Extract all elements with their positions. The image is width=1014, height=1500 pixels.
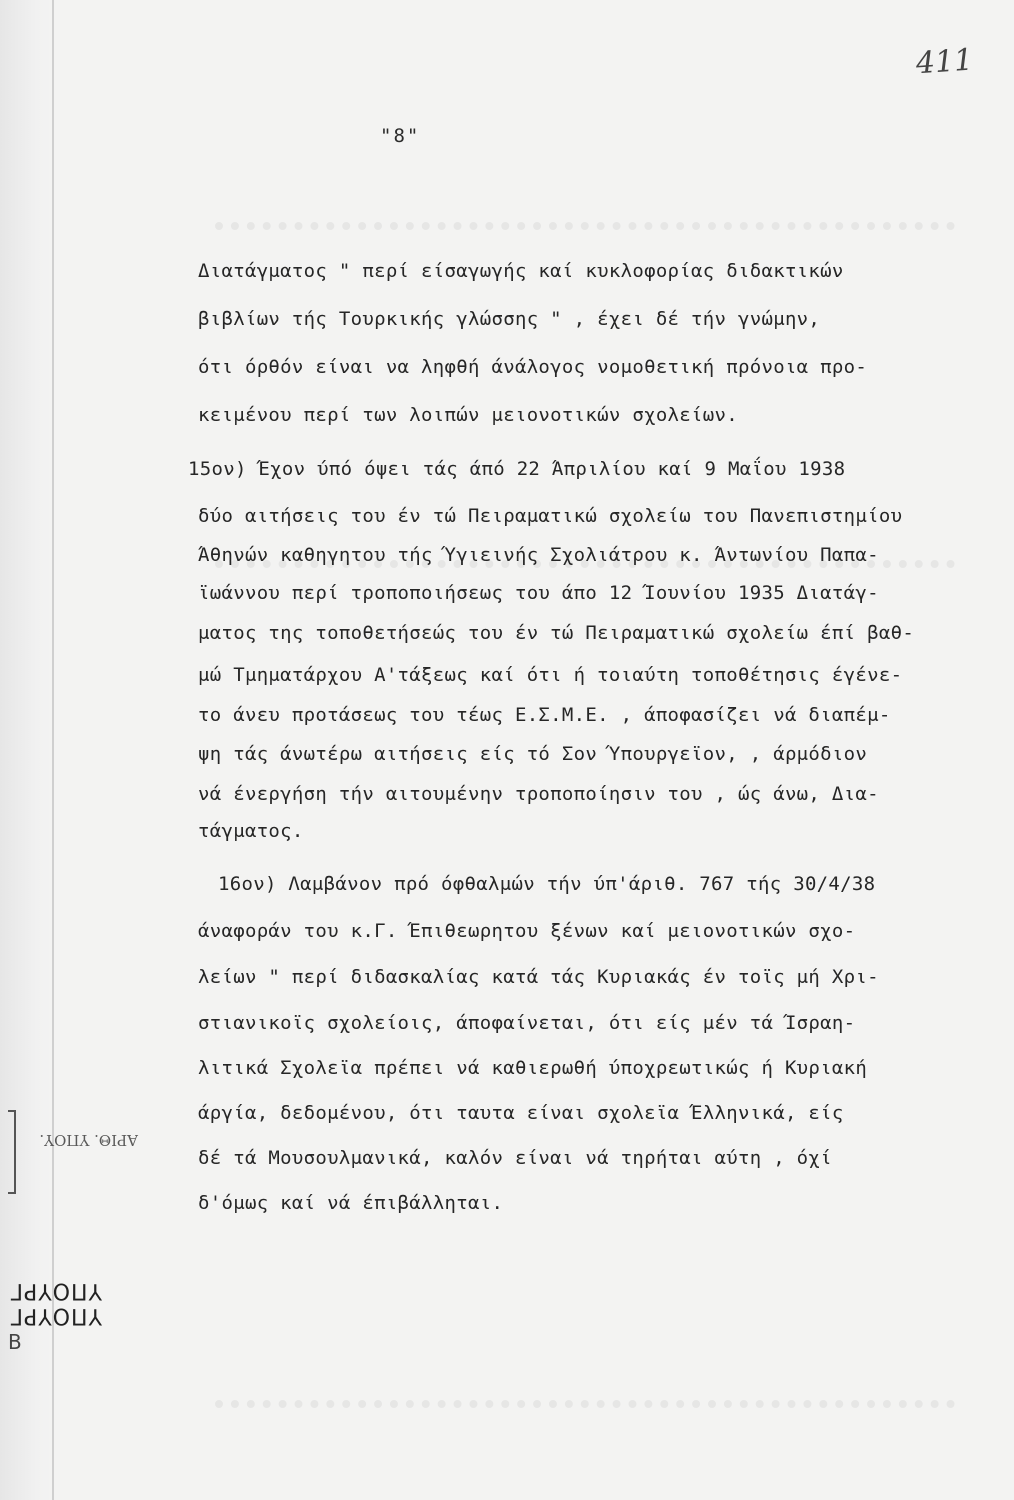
text-line: 16ον) Λαμβάνον πρό όφθαλμών τήν ύπ'άριθ. 767 τής 30/4/38 <box>218 873 876 895</box>
text-line: βιβλίων τής Τουρκικής γλώσσης " , έχει δέ τήν γνώμην, <box>198 308 821 330</box>
binding-margin <box>0 0 52 1500</box>
folio-number: 411 <box>914 42 975 82</box>
text-line: άργία, δεδομένου, ότι ταυτα είναι σχολεϊα Έλληνικά, είς <box>198 1102 844 1124</box>
margin-stamp-top: ΑΡΙΘ. ΥΠΟΥ. <box>39 1131 138 1149</box>
text-line: Άθηνών καθηγητου τής Ύγιεινής Σχολιάτρου κ. Άντωνίου Παπα- <box>198 544 879 566</box>
text-line: το άνευ προτάσεως του τέως Ε.Σ.Μ.Ε. , άποφασίζει νά διαπέμ- <box>198 704 891 726</box>
document-body <box>188 256 983 1316</box>
margin-bracket <box>8 1110 16 1194</box>
text-line: κειμένου περί των λοιπών μειονοτικών σχολείων. <box>198 404 738 426</box>
text-line: ότι όρθόν είναι να ληφθή άνάλογος νομοθετική πρόνοια προ- <box>198 356 868 378</box>
bleed-through-1 <box>215 222 955 246</box>
margin-stamp-vertical: ΥΠΟΥΡΓ ΥΠΟΥΡΓ <box>9 1278 102 1328</box>
text-line: τάγματος. <box>198 820 304 842</box>
text-line: λιτικά Σχολεϊα πρέπει νά καθιερωθή ύποχρεωτικώς ή Κυριακή <box>198 1057 868 1079</box>
text-line: 15ον) Έχον ύπό όψει τάς άπό 22 Άπριλίου καί 9 Μαΐου 1938 <box>188 458 846 480</box>
text-line: ϊωάννου περί τροποποιήσεως του άπο 12 Ίουνίου 1935 Διατάγ- <box>198 582 879 604</box>
text-line: ματος της τοποθετήσεώς του έν τώ Πειραματικώ σχολείω έπί βαθ- <box>198 622 915 644</box>
page-number: "8" <box>380 125 421 147</box>
text-line: μώ Τμηματάρχου Α'τάξεως καί ότι ή τοιαύτη τοποθέτησις έγένε- <box>198 664 903 686</box>
margin-stamp-bottom: Β <box>8 1330 22 1354</box>
binding-edge <box>52 0 54 1500</box>
text-line: ψη τάς άνωτέρω αιτήσεις είς τό Σον Ύπουργεϊον, , άρμόδιον <box>198 743 868 765</box>
text-line: λείων " περί διδασκαλίας κατά τάς Κυριακάς έν τοϊς μή Χρι- <box>198 966 879 988</box>
text-line: δέ τά Μουσουλμανικά, καλόν είναι νά τηρήται αύτη , όχί <box>198 1147 832 1169</box>
bleed-through-3 <box>215 1400 955 1424</box>
text-line: δύο αιτήσεις του έν τώ Πειραματικώ σχολείω του Πανεπιστημίου <box>198 505 903 527</box>
text-line: Διατάγματος " περί είσαγωγής καί κυκλοφορίας διδακτικών <box>198 260 844 282</box>
text-line: άναφοράν του κ.Γ. Έπιθεωρητου ξένων καί μειονοτικών σχο- <box>198 920 856 942</box>
text-line: στιανικοϊς σχολείοις, άποφαίνεται, ότι είς μέν τά Ίσραη- <box>198 1012 856 1034</box>
text-line: νά ένεργήση τήν αιτουμένην τροποποίησιν του , ώς άνω, Δια- <box>198 783 879 805</box>
text-line: δ'όμως καί νά έπιβάλληται. <box>198 1192 504 1214</box>
